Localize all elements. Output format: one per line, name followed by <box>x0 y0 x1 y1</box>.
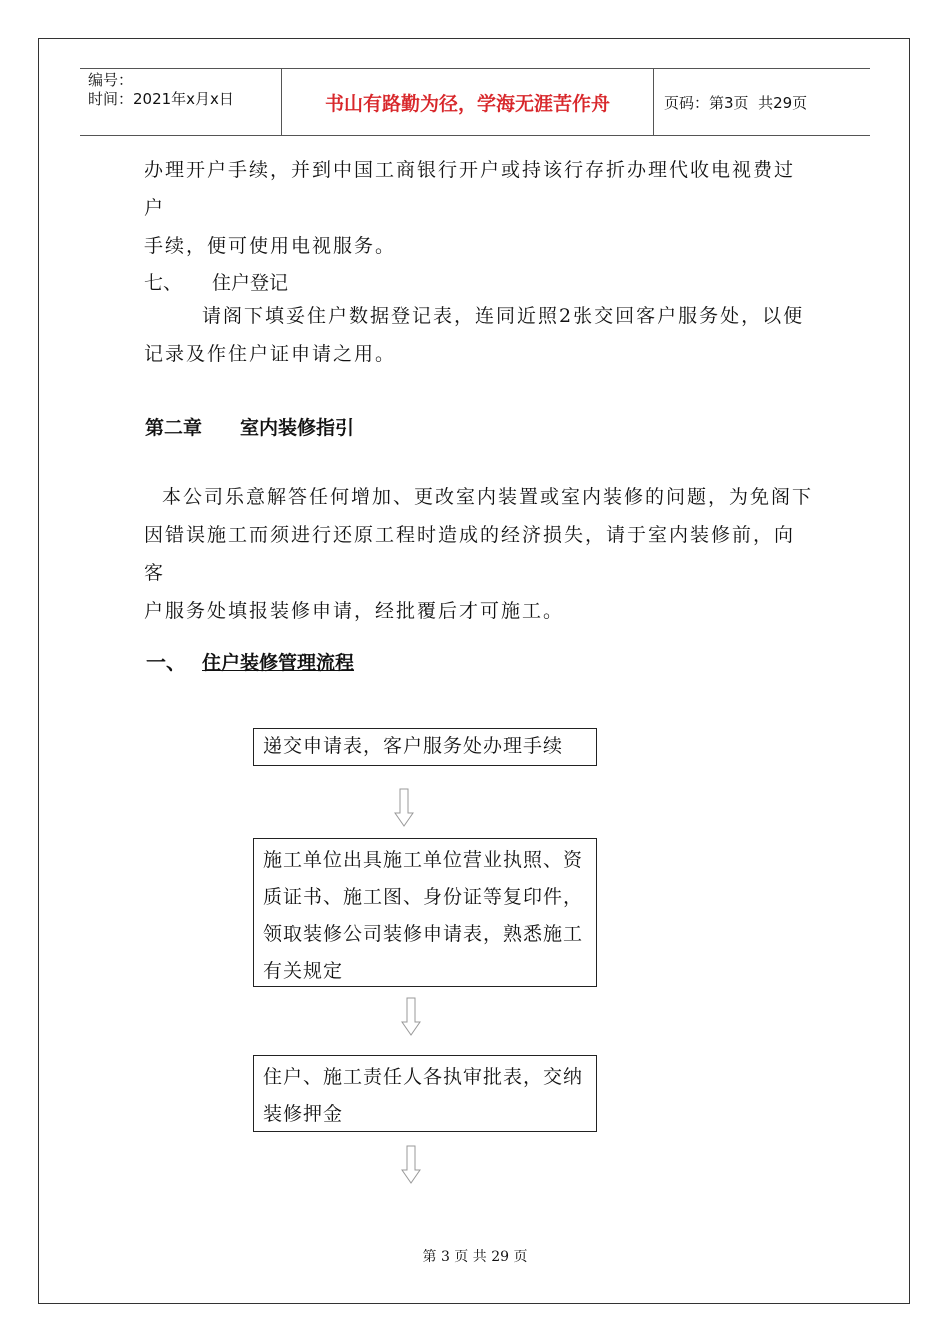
flow-step-1: 递交申请表，客户服务处办理手续 <box>253 728 597 766</box>
paragraph-2-line-1: 请阁下填妥住户数据登记表，连同近照2张交回客户服务处，以便 <box>202 305 805 327</box>
down-arrow-icon <box>401 1145 421 1185</box>
paragraph-1 <box>144 151 814 265</box>
paragraph-3-line-2: 因错误施工而须进行还原工程时造成的经济损失，请于室内装修前，向客 <box>144 524 796 584</box>
footer-page-text: 第 3 页 共 29 页 <box>422 1249 528 1265</box>
header-slogan: 书山有路勤为径，学海无涯苦作舟 <box>282 69 654 135</box>
paragraph-1-line-2: 手续，便可使用电视服务。 <box>144 235 397 257</box>
chapter-number: 第二章 <box>145 417 203 439</box>
paragraph-3-line-3: 户服务处填报装修申请，经批覆后才可施工。 <box>144 600 565 622</box>
section-1-heading <box>146 646 354 675</box>
flow-step-3: 住户、施工责任人各执审批表，交纳装修押金 <box>253 1055 597 1132</box>
paragraph-3 <box>144 478 814 630</box>
chapter-title: 室内装修指引 <box>240 417 355 439</box>
paragraph-1-line-1: 办理开户手续，并到中国工商银行开户或持该行存折办理代收电视费过户 <box>144 159 796 219</box>
date-label: 时间：2021年x月x日 <box>88 90 234 108</box>
page-footer <box>0 1246 950 1266</box>
header-page-info <box>654 69 870 135</box>
serial-label: 编号： <box>88 71 134 89</box>
section-7-title: 住户登记 <box>212 272 289 294</box>
header-meta <box>80 69 282 135</box>
paragraph-2-line-2: 记录及作住户证申请之用。 <box>144 343 397 365</box>
page-header <box>80 68 870 136</box>
paragraph-2 <box>144 297 814 373</box>
down-arrow-icon <box>401 997 421 1037</box>
section-1-number: 一、 <box>146 650 186 674</box>
down-arrow-icon <box>394 788 414 828</box>
paragraph-3-line-1: 本公司乐意解答任何增加、更改室内装置或室内装修的问题，为免阁下 <box>162 486 814 508</box>
flow-step-2: 施工单位出具施工单位营业执照、资质证书、施工图、身份证等复印件，领取装修公司装修申请表，熟悉施工有关规定 <box>253 838 597 987</box>
section-7-number: 七、 <box>144 272 183 294</box>
page-info-text: 页码：第3页 共29页 <box>664 93 808 112</box>
section-1-title: 住户装修管理流程 <box>202 652 355 674</box>
